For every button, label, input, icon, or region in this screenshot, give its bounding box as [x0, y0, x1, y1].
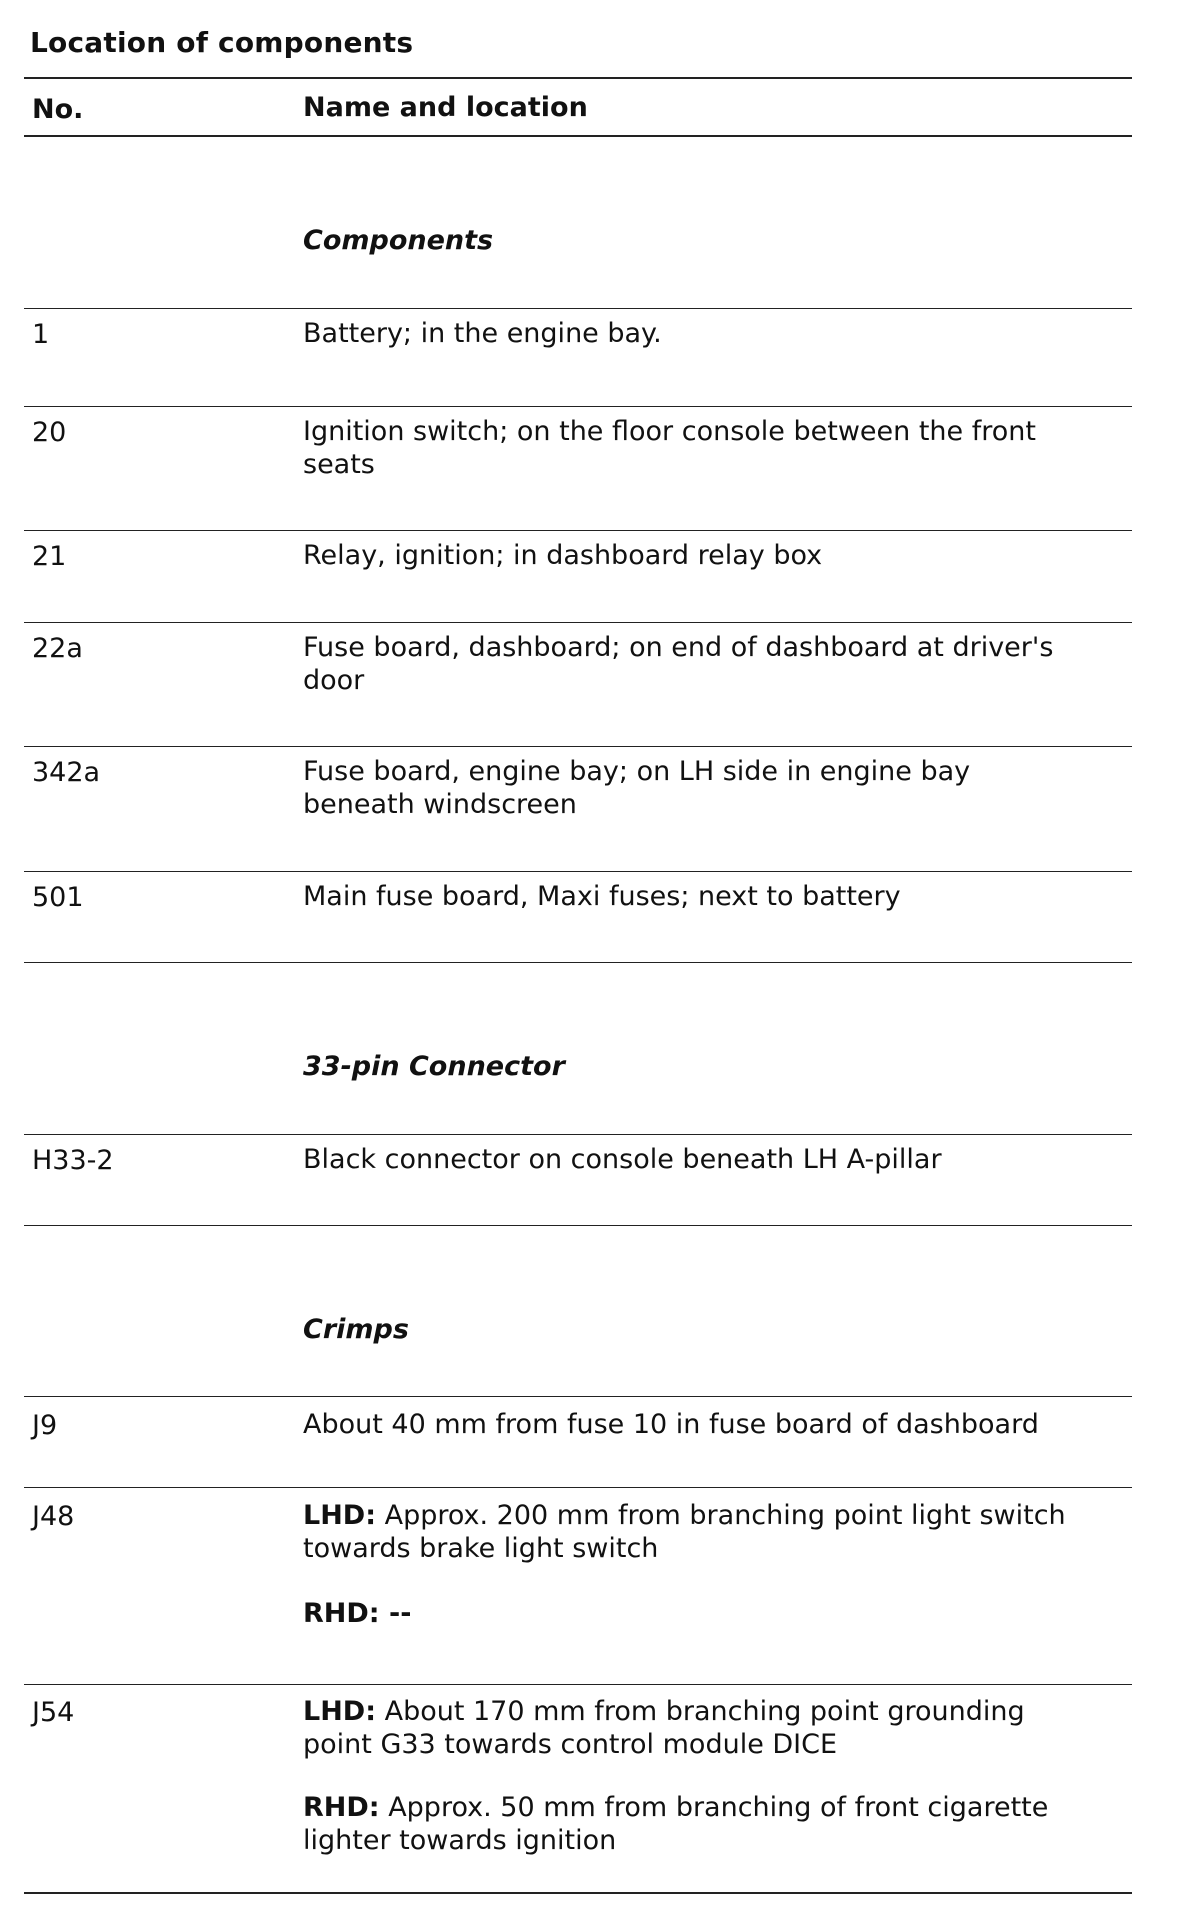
header-bottom-rule: [24, 135, 1132, 137]
row-rule: [24, 308, 1132, 309]
row-no-501: 501: [32, 882, 84, 913]
row-no-1: 1: [32, 319, 50, 350]
row-text-line: Battery; in the engine bay.: [303, 318, 662, 349]
row-rule: [24, 1134, 1132, 1135]
row-text-line: Relay, ignition; in dashboard relay box: [303, 540, 823, 571]
row-text-line: door: [303, 665, 365, 696]
lhd-text: About 170 mm from branching point grounding: [376, 1696, 1025, 1727]
row-rule: [24, 622, 1132, 623]
row-rule: [24, 530, 1132, 531]
rhd-text: Approx. 50 mm from branching of front cigarette: [379, 1792, 1049, 1823]
row-text-h33-2: [303, 1143, 1133, 1176]
lhd-label: LHD:: [303, 1500, 377, 1531]
row-no-j48: J48: [32, 1501, 75, 1532]
row-text-line: About 40 mm from fuse 10 in fuse board of dashboard: [303, 1409, 1039, 1440]
row-no-j9: J9: [32, 1410, 58, 1441]
lhd-text: Approx. 200 mm from branching point light switch: [376, 1500, 1066, 1531]
rhd-note: [303, 1597, 1133, 1630]
row-rule: [24, 1684, 1132, 1685]
row-text-line: Ignition switch; on the floor console between the front: [303, 416, 1036, 447]
table-top-rule: [24, 77, 1132, 79]
section-33-pin-connector: 33-pin Connector: [303, 1051, 565, 1082]
lhd-note: [303, 1695, 1133, 1761]
rhd-label: RHD:: [303, 1792, 380, 1823]
row-text-1: [303, 317, 1133, 350]
row-rule: [24, 746, 1132, 747]
document-title: Location of components: [30, 26, 414, 59]
row-text-342a: [303, 755, 1133, 821]
lhd-label: LHD:: [303, 1696, 377, 1727]
rhd-text: lighter towards ignition: [303, 1825, 617, 1856]
row-rule: [24, 1225, 1132, 1226]
lhd-text: point G33 towards control module DICE: [303, 1729, 838, 1760]
row-no-342a: 342a: [32, 757, 101, 788]
row-rule: [24, 406, 1132, 407]
rhd-label: RHD:: [303, 1598, 380, 1629]
table-bottom-rule: [24, 1892, 1132, 1894]
rhd-note: [303, 1791, 1133, 1857]
row-text-line: Fuse board, engine bay; on LH side in engine bay: [303, 756, 971, 787]
row-text-line: seats: [303, 449, 375, 480]
row-text-j54: [303, 1695, 1133, 1857]
row-text-line: Main fuse board, Maxi fuses; next to battery: [303, 881, 901, 912]
rhd-text: --: [379, 1598, 412, 1629]
row-no-j54: J54: [32, 1697, 75, 1728]
row-rule: [24, 962, 1132, 963]
row-no-20: 20: [32, 417, 67, 448]
row-rule: [24, 1396, 1132, 1397]
row-text-20: [303, 415, 1133, 481]
row-text-j48: [303, 1499, 1133, 1630]
section-crimps: Crimps: [303, 1314, 409, 1345]
row-text-line: Black connector on console beneath LH A-pillar: [303, 1144, 942, 1175]
lhd-note: [303, 1499, 1133, 1565]
lhd-text: towards brake light switch: [303, 1533, 659, 1564]
row-text-line: beneath windscreen: [303, 789, 577, 820]
section-components: Components: [303, 225, 494, 256]
row-rule: [24, 1487, 1132, 1488]
row-text-j9: [303, 1408, 1133, 1441]
row-text-21: [303, 539, 1133, 572]
row-rule: [24, 871, 1132, 872]
header-name-location: Name and location: [303, 92, 588, 123]
row-no-22a: 22a: [32, 633, 83, 664]
header-no: No.: [32, 94, 84, 125]
row-text-line: Fuse board, dashboard; on end of dashboard at driver's: [303, 632, 1054, 663]
row-text-501: [303, 880, 1133, 913]
row-text-22a: [303, 631, 1133, 697]
row-no-21: 21: [32, 541, 67, 572]
row-no-h33-2: H33-2: [32, 1145, 114, 1176]
